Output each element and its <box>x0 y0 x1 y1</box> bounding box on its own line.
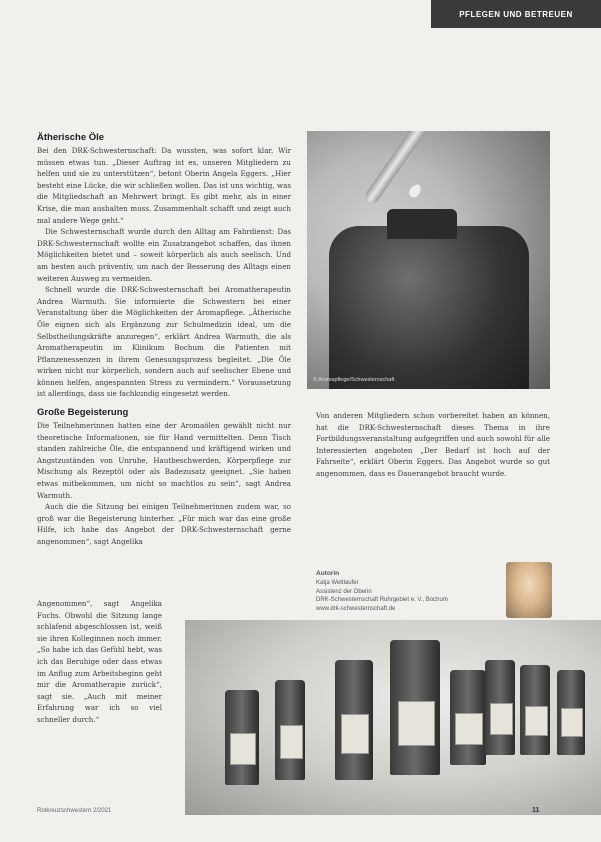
author-box <box>316 570 516 613</box>
oil-drop <box>407 182 423 199</box>
left-paragraph: Die Schwesternschaft wurde durch den Alltag am Fahrdienst: Das DRK-Schwesternschaft wollte ein Zusatzangebot schaffen, das ihnen Möglichkeiten bietet und – soweit körperlich als auch seelisch. Und am besten auch präventiv, um nach der Besserung des Alltags einen weiteren Ausweg zu vermeiden. <box>37 227 291 283</box>
pipette-shape <box>363 131 438 205</box>
page-number: 11 <box>532 807 540 814</box>
bottle <box>335 660 373 780</box>
bottle <box>557 670 585 755</box>
right-column <box>316 410 550 480</box>
bottles-photo <box>185 620 601 815</box>
bottle-label <box>455 713 482 745</box>
bottle-label <box>280 725 303 759</box>
bottle-label <box>490 703 513 735</box>
bottle-label <box>561 708 583 737</box>
bottle <box>485 660 515 755</box>
bottle-neck <box>387 209 457 239</box>
narrow-column <box>37 598 162 726</box>
photo-caption: © Aromapflege/Schwesternschaft <box>313 377 395 383</box>
author-role: Assistenz der Oberin <box>316 588 372 595</box>
section-header <box>431 0 601 28</box>
left-paragraph: Schnell wurde die DRK-Schwesternschaft bei Aromatherapeutin Andrea Warmuth. Sie informierte die Schwestern bei einer Veranstaltung über die Möglichkeiten der Aromapflege. „Ätherische Öle eignen sich als Ergänzung zur Schulmedizin ideal, um die Selbstheilungskräfte anzuregen“, erklärt Andrea Warmuth, die als Aromatherapeutin im Klinikum Bochum die Patienten mit Pflanzenessenzen in ihrem Genesungsprozess begleitet. „Die Öle wirken nicht nur körperlich, sondern auch auf seelischer Ebene und können helfen, angespannten Stress zu vermindern.“ Voraussetzung ist allerdings, dass sie fachkundig eingesetzt werden. <box>37 285 291 399</box>
narrow-paragraph: Angenommen“, sagt Angelika Fuchs. Obwohl die Sitzung lange schlafend abgeschlossen ist, weiß sie ihren Kolleginnen noch immer. „So habe ich das Gefühl hebt, was ich das Beruhige oder dass etwas im Anflug zum Arbeitsbeginn geht mir die Aromatherapie zurück“, sagt sie. „Auch mit meiner Erfahrung war ich so viel schneller durch.“ <box>37 599 162 724</box>
bottle-label <box>230 733 256 765</box>
bottle <box>275 680 305 780</box>
author-org: DRK-Schwesternschaft Ruhrgebiet e. V., Bochum <box>316 597 448 603</box>
bottle <box>225 690 259 785</box>
bottle-shape <box>329 226 529 389</box>
heading-grosse-begeisterung: Große Begeisterung <box>37 407 129 419</box>
footer-publication: Rotkreuzschwestern 2/2021 <box>37 808 112 814</box>
left-paragraph: Auch die die Sitzung bei einigen Teilnehmerinnen zudem war, so groß war die Begeisterung hinterher. „Für mich war das eine große Hilfe, ich habe das Angebot der DRK-Schwesternschaft gerne angenommen“, sagt Angelika <box>37 502 291 546</box>
heading-aetherische-oele: Ätherische Öle <box>37 132 105 143</box>
bottle <box>390 640 440 775</box>
bottle <box>450 670 486 765</box>
bottle-label <box>341 714 370 754</box>
bottle <box>520 665 550 755</box>
section-title: PFLEGEN UND BETREUEN <box>459 9 573 19</box>
bottle-label <box>525 706 548 737</box>
left-paragraph: Die Teilnehmerinnen hatten eine der Aromaölen gewählt nicht nur theoretische Informationen, sie für Hand vermittelten. Denn Tisch standen zahlreiche Öle, die entspannend und kräftigend wirken und Angstzuständen von Unruhe, Hautbeschwerden, Körperpflege zur Mischung als Rezeptöl oder als Badezusatz geeignet. „Sie haben etwas mitbekommen, um nicht so machtlos zu sein“, sagt Andrea Warmuth. <box>37 421 291 500</box>
pipette-bottle-photo <box>307 131 550 389</box>
bottle-label <box>398 701 435 746</box>
author-label: Autorin <box>316 570 340 577</box>
author-name: Katja Wettlaufer <box>316 580 359 586</box>
author-portrait <box>506 562 552 618</box>
author-url[interactable]: www.drk-schwesternschaft.de <box>316 605 396 612</box>
right-paragraph: Von anderen Mitgliedern schon vorbereitet haben an können, hat die DRK-Schwesternschaft dieses Thema in ihre Fortbildungsveranstaltung aufgegriffen und auch sowohl für alle Interessierten angeboten „Der Bedarf ist hoch auf der Fahrseite“, erklärt Oberin Eggers. Das Angebot wurde so gut angenommen, dass es Dauerangebot braucht wurde. <box>316 411 550 478</box>
left-column <box>37 132 291 548</box>
left-paragraph: Bei den DRK-Schwesternschaft: Da wussten, was sofort klar. Wir müssen etwas tun. „Dieser Auftrag ist es, unseren Mitgliedern zu helfen und sie zu unterstützen“, betont Oberin Angela Eggers. „Hier besteht eine Lücke, die wir schließen wollen. Das ist uns wichtig, was die Mitgliedschaft an Mehrwert bringt. Es gibt mehr, als in einer Krise, die man aushalten muss. Zusammenhalt schafft und zeigt auch mal andere Wege geht.“ <box>37 146 291 225</box>
